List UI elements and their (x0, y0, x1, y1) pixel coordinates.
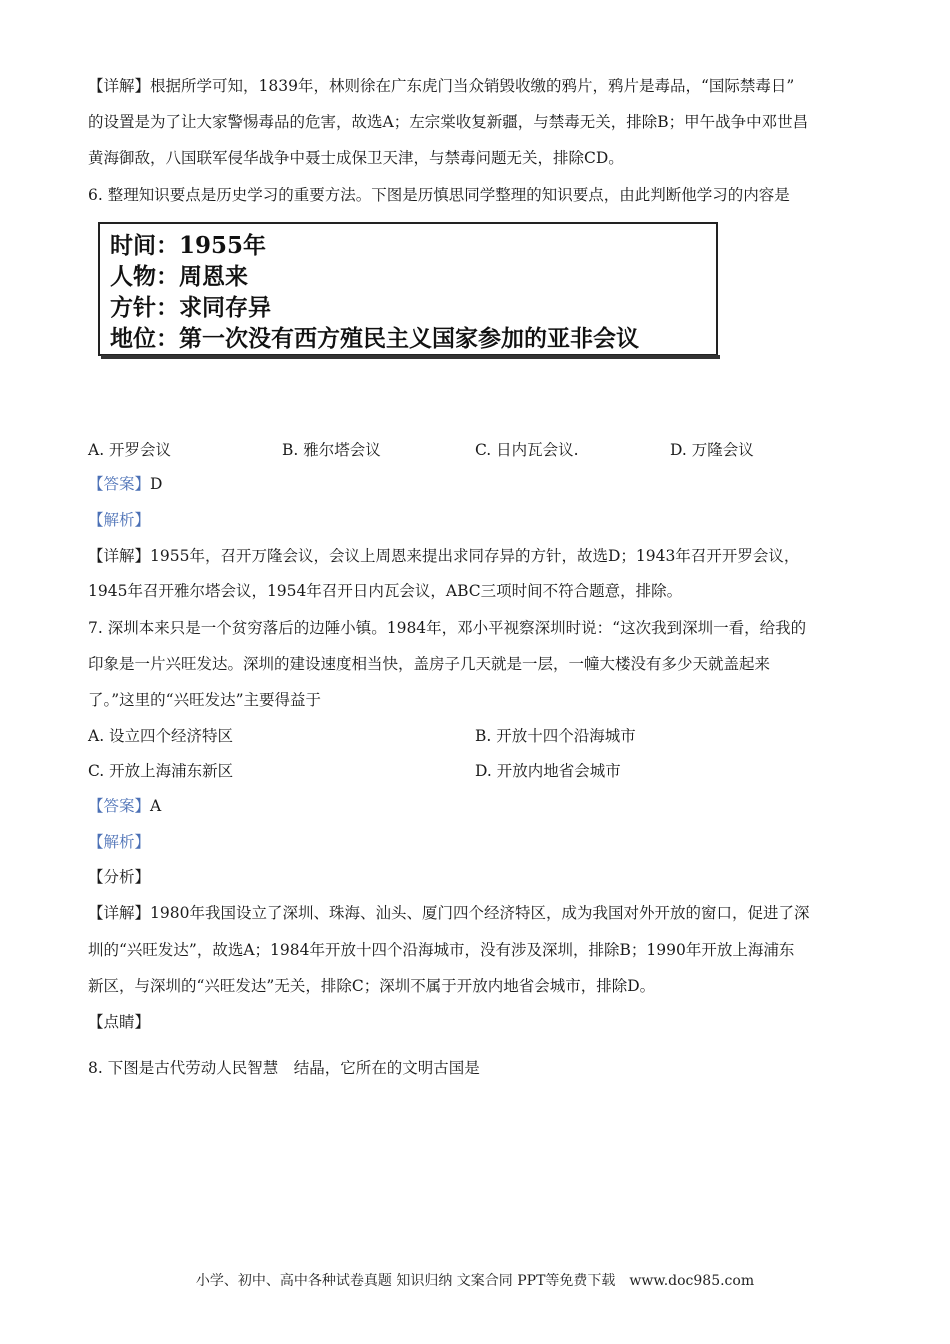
q6-option-c: C. 日内瓦会议. (475, 441, 579, 459)
q6-option-d: D. 万隆会议 (670, 441, 754, 459)
page-footer: 小学、初中、高中各种试卷真题 知识归纳 文案合同 PPT等免费下载 www.doc985.com (195, 1273, 755, 1289)
q5-detail-line3: 黄海御敌，八国联军侵华战争中聂士成保卫天津，与禁毒问题无关，排除CD。 (88, 149, 624, 167)
q6-answer (88, 474, 162, 494)
q7-option-a: A. 设立四个经济特区 (88, 727, 234, 745)
q7-question-line2: 印象是一片兴旺发达。深圳的建设速度相当快，盖房子几天就是一层，一幢大楼没有多少天就盖起来 (88, 655, 771, 673)
q6-knowledge-box (98, 222, 718, 356)
box-time: 时间：1955年 (110, 232, 267, 259)
q5-detail-line2: 的设置是为了让大家警惕毒品的危害，故选A；左宗棠收复新疆，与禁毒无关，排除B；甲午战争中邓世昌 (88, 113, 809, 131)
q6-analysis-label: 【解析】 (88, 511, 151, 529)
q7-detail-line1: 【详解】1980年我国设立了深圳、珠海、汕头、厦门四个经济特区，成为我国对外开放的窗口，促进了深 (88, 904, 810, 922)
answer-value: A (150, 797, 162, 815)
q6-option-b: B. 雅尔塔会议 (282, 441, 381, 459)
q6-detail-line1: 【详解】1955年，召开万隆会议，会议上周恩来提出求同存异的方针，故选D；1943年召开开罗会议， (88, 547, 800, 565)
q7-option-b: B. 开放十四个沿海城市 (475, 727, 636, 745)
q7-question-line1: 7. 深圳本来只是一个贫穷落后的边陲小镇。1984年，邓小平视察深圳时说：“这次我到深圳一看，给我的 (88, 619, 807, 637)
q6-option-a: A. 开罗会议 (88, 441, 172, 459)
box-status: 地位：第一次没有西方殖民主义国家参加的亚非会议 (110, 325, 639, 352)
q8-question: 8. 下图是古代劳动人民智慧 结晶，它所在的文明古国是 (88, 1059, 480, 1077)
q6-question: 6. 整理知识要点是历史学习的重要方法。下图是历慎思同学整理的知识要点，由此判断他学习的内容是 (88, 186, 790, 204)
q7-question-line3: 了。”这里的“兴旺发达”主要得益于 (88, 691, 322, 709)
box-bottom-shadow (101, 355, 720, 359)
q6-detail-line2: 1945年召开雅尔塔会议，1954年召开日内瓦会议，ABC三项时间不符合题意，排除。 (88, 582, 683, 600)
box-policy: 方针：求同存异 (110, 294, 271, 321)
q7-option-d: D. 开放内地省会城市 (475, 762, 621, 780)
box-person: 人物：周恩来 (110, 263, 248, 290)
q7-dianjing-label: 【点睛】 (88, 1013, 151, 1031)
q5-detail-line1: 【详解】根据所学可知，1839年，林则徐在广东虎门当众销毁收缴的鸦片，鸦片是毒品，“国际禁毒日” (88, 77, 795, 95)
q7-fenxi-label: 【分析】 (88, 868, 151, 886)
answer-label: 【答案】 (88, 475, 151, 493)
answer-value: D (150, 475, 163, 493)
q7-detail-line3: 新区，与深圳的“兴旺发达”无关，排除C；深圳不属于开放内地省会城市，排除D。 (88, 977, 656, 995)
q7-answer (88, 796, 161, 816)
answer-label: 【答案】 (88, 797, 151, 815)
q7-analysis-label: 【解析】 (88, 833, 151, 851)
q7-detail-line2: 圳的“兴旺发达”，故选A；1984年开放十四个沿海城市，没有涉及深圳，排除B；1990年开放上海浦东 (88, 941, 795, 959)
q7-option-c: C. 开放上海浦东新区 (88, 762, 234, 780)
